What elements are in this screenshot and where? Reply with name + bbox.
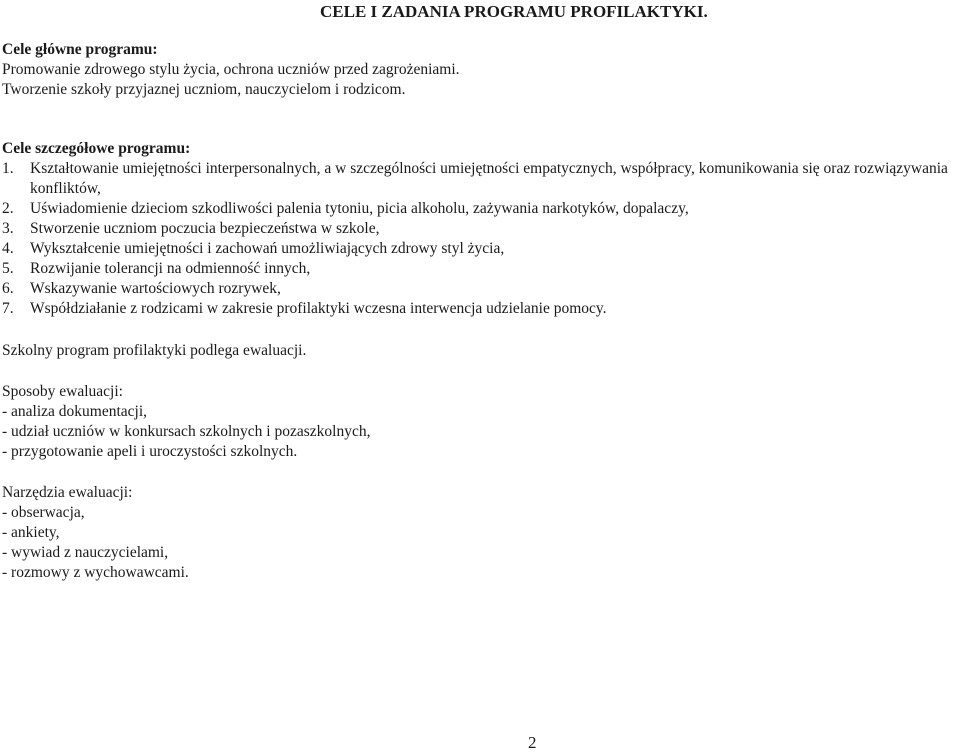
- list-item: [2, 299, 958, 319]
- list-item: [2, 219, 958, 239]
- list-item: [2, 279, 958, 299]
- list-item-number: 2.: [2, 200, 14, 217]
- evaluation-methods-heading: Sposoby ewaluacji:: [2, 383, 123, 400]
- evaluation-methods-list: [2, 402, 958, 462]
- list-item: [2, 199, 958, 219]
- list-item: - udział uczniów w konkursach szkolnych i pozaszkolnych,: [2, 423, 371, 440]
- list-item-text: Rozwijanie tolerancji na odmienność innych,: [30, 260, 311, 277]
- list-item-text: Współdziałanie z rodzicami w zakresie profilaktyki wczesna interwencja udzielanie pomocy.: [30, 300, 607, 317]
- specific-goals-heading: Cele szczegółowe programu:: [2, 140, 191, 157]
- list-item-text: Wykształcenie umiejętności i zachowań umożliwiających zdrowy styl życia,: [30, 240, 505, 257]
- evaluation-tools-section: [2, 483, 958, 583]
- list-item: [2, 159, 958, 199]
- list-item: - rozmowy z wychowawcami.: [2, 564, 189, 581]
- list-item-text: Kształtowanie umiejętności interpersonalnych, a w szczególności umiejętności empatycznych, współpracy, komunikowania się oraz rozwiązywania konfliktów,: [30, 160, 948, 197]
- document-title: CELE I ZADANIA PROGRAMU PROFILAKTYKI.: [320, 2, 708, 21]
- list-item-number: 5.: [2, 260, 14, 277]
- evaluation-note-section: [2, 341, 958, 361]
- list-item: - analiza dokumentacji,: [2, 403, 148, 420]
- specific-goals-section: [2, 139, 958, 319]
- main-goals-section: [2, 40, 958, 100]
- main-goal-item: Promowanie zdrowego stylu życia, ochrona uczniów przed zagrożeniami.: [2, 61, 460, 78]
- list-item-text: Stworzenie uczniom poczucia bezpieczeństwa w szkole,: [30, 220, 380, 237]
- list-item: - wywiad z nauczycielami,: [2, 544, 169, 561]
- list-item: - ankiety,: [2, 524, 60, 541]
- list-item: [2, 239, 958, 259]
- list-item-number: 7.: [2, 300, 14, 317]
- list-item-number: 4.: [2, 240, 14, 257]
- list-item-text: Uświadomienie dzieciom szkodliwości palenia tytoniu, picia alkoholu, zażywania narkotyków, dopalaczy,: [30, 200, 689, 217]
- evaluation-methods-section: [2, 382, 958, 462]
- page-number: 2: [528, 733, 537, 752]
- list-item: - przygotowanie apeli i uroczystości szkolnych.: [2, 443, 298, 460]
- list-item-text: Wskazywanie wartościowych rozrywek,: [30, 280, 281, 297]
- list-item: - obserwacja,: [2, 504, 85, 521]
- main-goals-heading: Cele główne programu:: [2, 41, 158, 58]
- list-item-number: 6.: [2, 280, 14, 297]
- list-item-number: 1.: [2, 160, 14, 177]
- main-goal-item: Tworzenie szkoły przyjaznej uczniom, nauczycielom i rodzicom.: [2, 81, 406, 98]
- evaluation-tools-heading: Narzędzia ewaluacji:: [2, 484, 133, 501]
- list-item: [2, 259, 958, 279]
- specific-goals-list: [2, 159, 958, 319]
- list-item-number: 3.: [2, 220, 14, 237]
- evaluation-note: Szkolny program profilaktyki podlega ewaluacji.: [2, 342, 307, 359]
- evaluation-tools-list: [2, 503, 958, 583]
